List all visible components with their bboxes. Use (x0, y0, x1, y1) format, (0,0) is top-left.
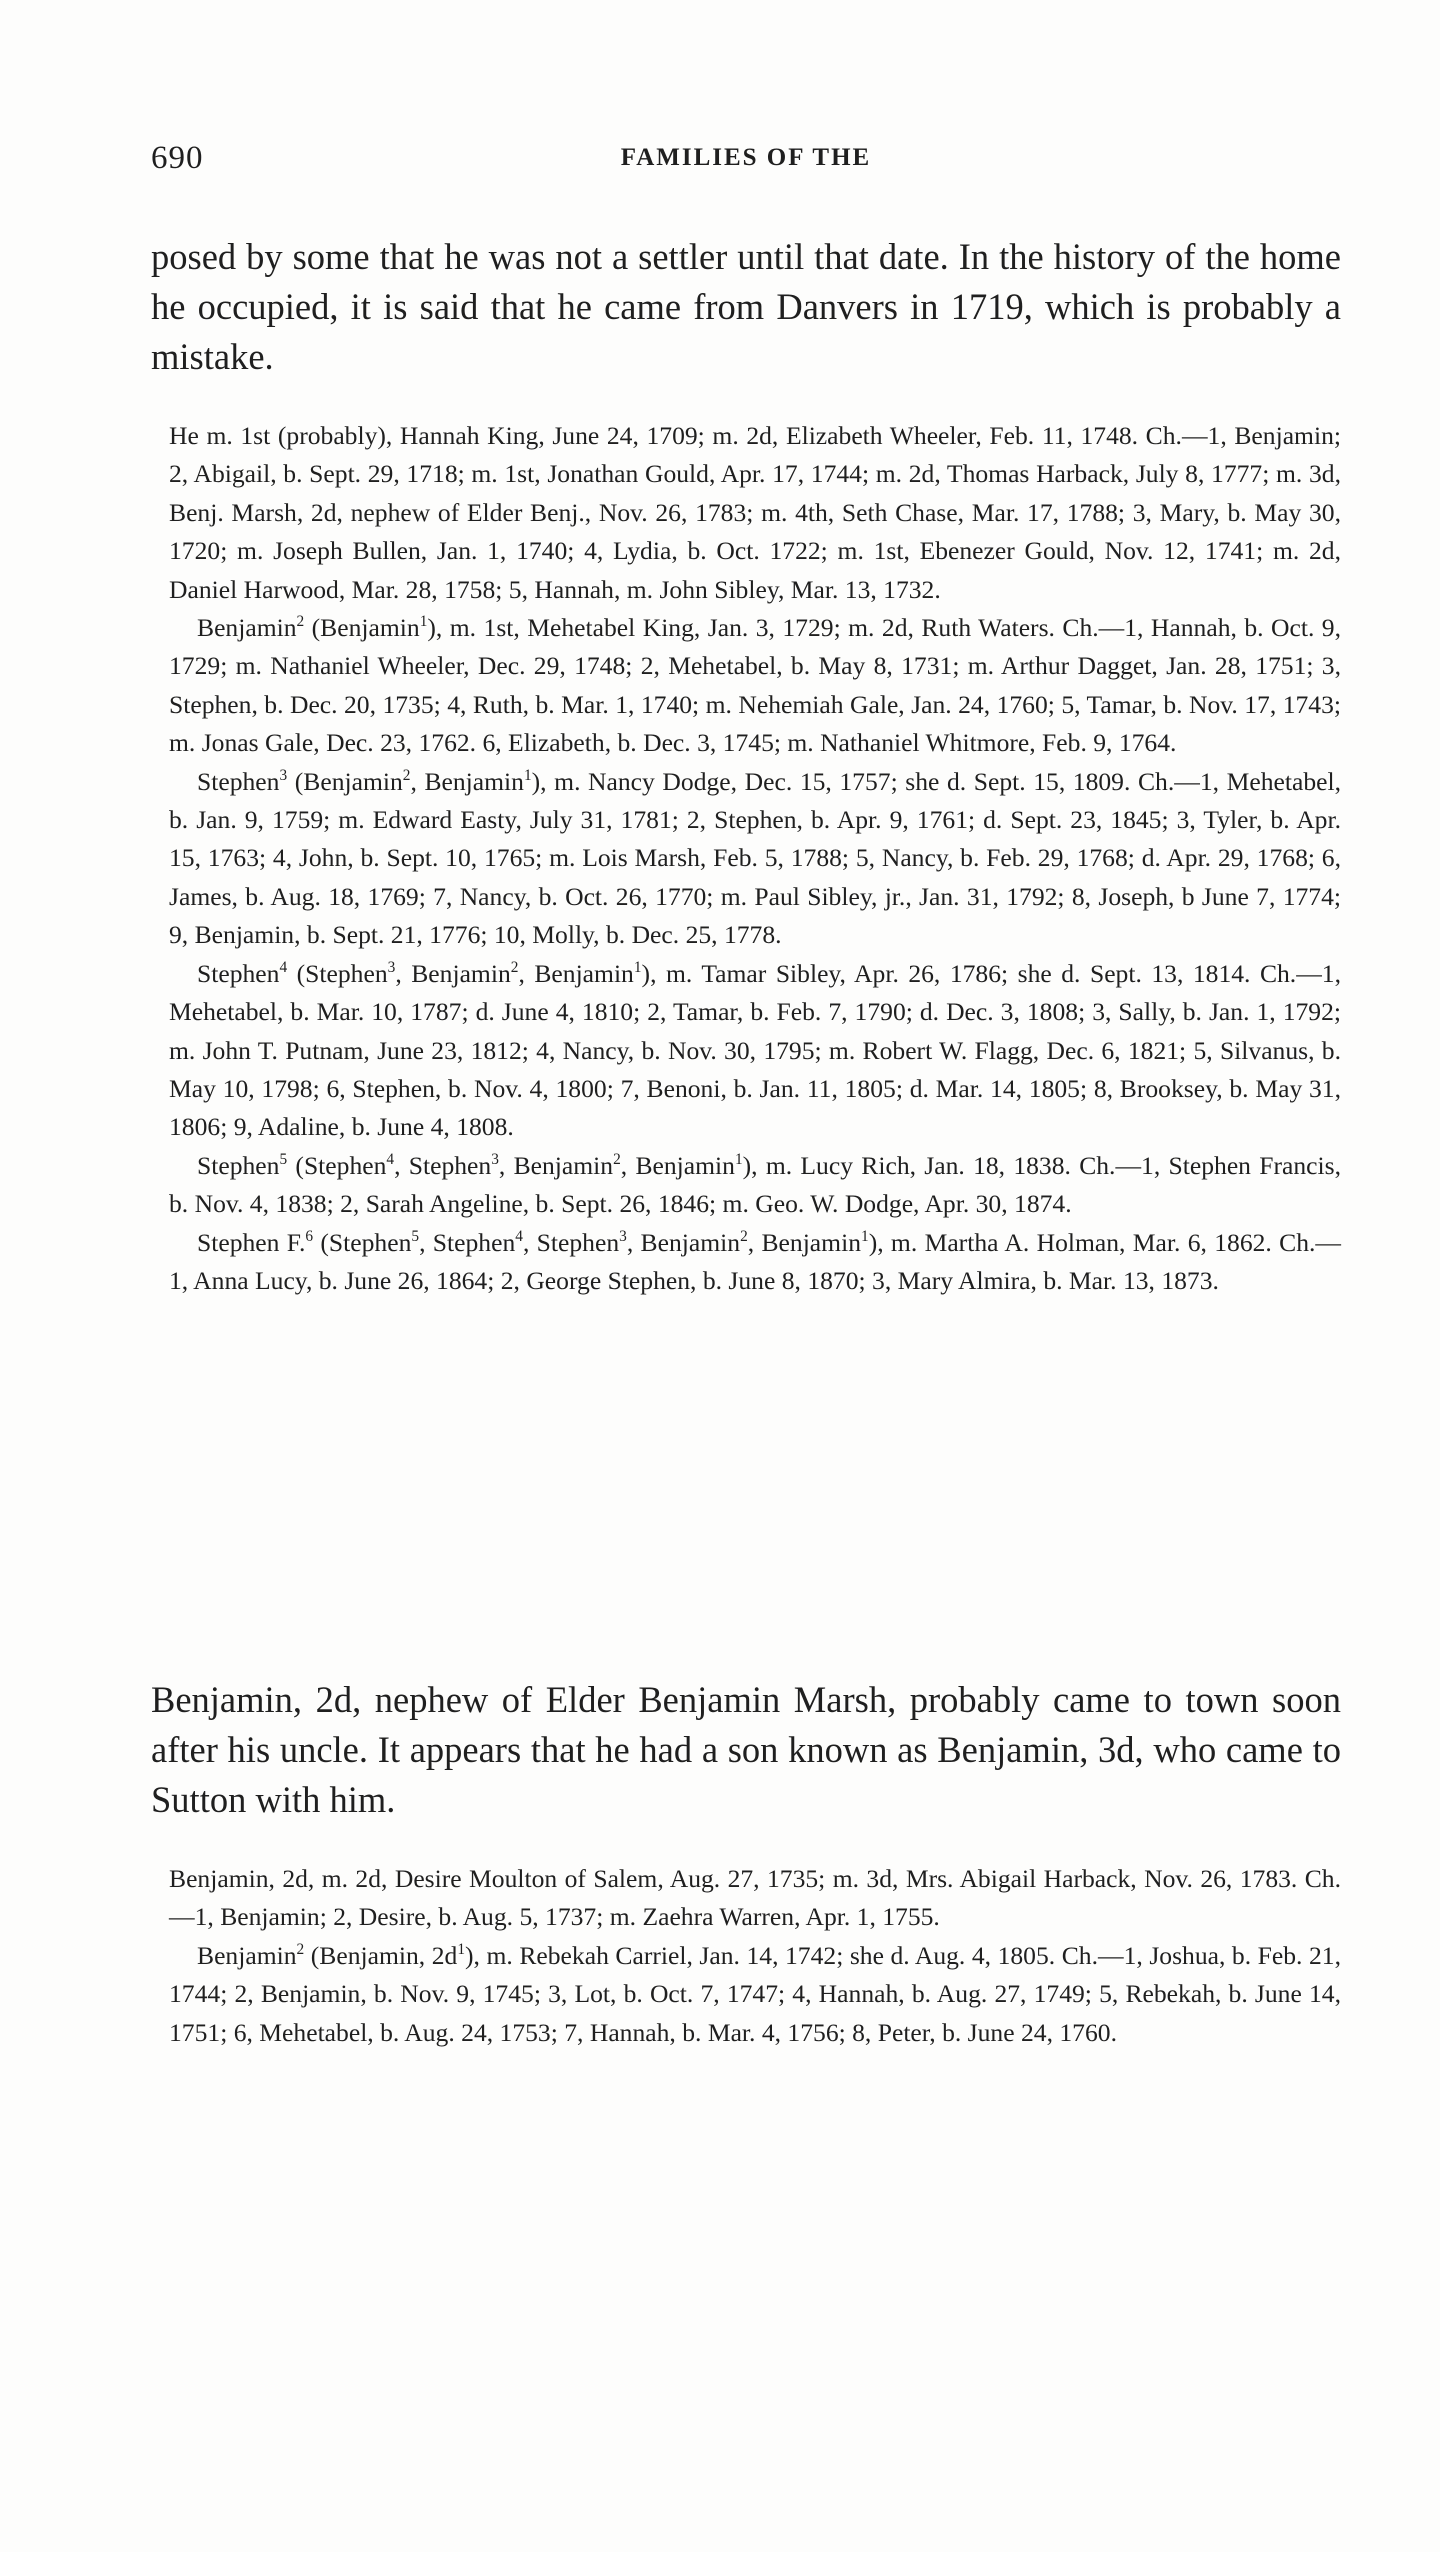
entry-text: ), m. 1st, Mehetabel King, Jan. 3, 1729; m. 2d, Ruth Waters. Ch.—1, Hannah, b. Oct. 9, 1729; m. Nathaniel Wheeler, Dec. 29, 1748; 2, Mehetabel, b. May 8, 1731; m. Arthur Dagget, Jan. 28, 1751; 3, Stephen, b. Dec. 20, 1735; 4, Ruth, b. Mar. 1, 1740; m. Nehemiah Gale, Jan. 24, 1760; 5, Tamar, b. Nov. 17, 1743; m. Jonas Gale, Dec. 23, 1762. 6, Elizabeth, b. Dec. 3, 1745; m. Nathaniel Whitmore, Feb. 9, 1764. (169, 613, 1341, 758)
generation-superscript: 4 (515, 1227, 523, 1245)
intro-paragraph: posed by some that he was not a settler until that date. In the history of the home he occupied, it is said that he came from Danvers in 1719, which is probably a mistake. (151, 236, 1341, 377)
generation-superscript: 2 (296, 613, 305, 631)
entry-text: (Stephen (287, 1150, 387, 1180)
generation-superscript: 3 (619, 1227, 627, 1245)
generation-superscript: 3 (491, 1150, 499, 1168)
generation-superscript: 5 (411, 1227, 420, 1245)
entry-text: (Stephen (287, 958, 388, 988)
entry-text: , Benjamin (395, 958, 511, 988)
entry-text: , Benjamin (518, 958, 634, 988)
entry-text: (Benjamin (287, 766, 403, 796)
generation-superscript: 3 (387, 958, 396, 976)
generation-superscript: 2 (510, 958, 519, 976)
entry-text: He m. 1st (probably), Hannah King, June 24, 1709; m. 2d, Elizabeth Wheeler, Feb. 11, 1748. Ch.—1, Benjamin; 2, Abigail, b. Sept. 29, 1718; m. 1st, Jonathan Gould, Apr. 17, 1744; m. 2d, Thomas Harback, July 8, 1777; m. 3d, Benj. Marsh, 2d, nephew of Elder Benj., Nov. 26, 1783; m. 4th, Seth Chase, Mar. 17, 1788; 3, Mary, b. May 30, 1720; m. Joseph Bullen, Jan. 1, 1740; 4, Lydia, b. Oct. 1722; m. 1st, Ebenezer Gould, Nov. 12, 1741; m. 2d, Daniel Harwood, Mar. 28, 1758; 5, Hannah, m. John Sibley, Mar. 13, 1732. (169, 421, 1341, 604)
generation-superscript: 5 (279, 1150, 288, 1168)
entry-text: ), m. Nancy Dodge, Dec. 15, 1757; she d. Sept. 15, 1809. Ch.—1, Mehetabel, b. Jan. 9, 1759; m. Edward Easty, July 31, 1781; 2, Stephen, b. Apr. 9, 1761; d. Sept. 23, 1845; 3, Tyler, b. Apr. 15, 1763; 4, John, b. Sept. 10, 1765; m. Lois Marsh, Feb. 5, 1788; 5, Nancy, b. Feb. 29, 1768; d. Apr. 29, 1768; 6, James, b. Aug. 18, 1769; 7, Nancy, b. Oct. 26, 1770; m. Paul Sibley, jr., Jan. 31, 1792; 8, Joseph, b June 7, 1774; 9, Benjamin, b. Sept. 21, 1776; 10, Molly, b. Dec. 25, 1778. (169, 766, 1342, 950)
genealogy-block-1 (169, 417, 1341, 1300)
entry-text: (Benjamin, 2d (304, 1940, 458, 1970)
genealogy-entry (169, 1860, 1341, 1937)
entry-text: , Benjamin (620, 1150, 735, 1180)
page-header (151, 140, 1341, 180)
genealogy-entry (169, 1147, 1341, 1224)
genealogy-entry (169, 417, 1341, 609)
entry-text: ), m. Tamar Sibley, Apr. 26, 1786; she d. Sept. 13, 1814. Ch.—1, Mehetabel, b. Mar. 10, 1787; d. June 4, 1810; 2, Tamar, b. Feb. 7, 1790; d. Dec. 3, 1808; 3, Sally, b. Jan. 1, 1792; m. John T. Putnam, June 23, 1812; 4, Nancy, b. Nov. 30, 1795; m. Robert W. Flagg, Dec. 6, 1821; 5, Silvanus, b. May 10, 1798; 6, Stephen, b. Nov. 4, 1800; 7, Benoni, b. Jan. 11, 1805; d. Mar. 14, 1805; 8, Brooksey, b. May 31, 1806; 9, Adaline, b. June 4, 1808. (169, 958, 1341, 1142)
entry-text: Stephen F. (197, 1227, 306, 1257)
generation-superscript: 1 (734, 1150, 743, 1168)
generation-superscript: 2 (740, 1227, 748, 1245)
generation-superscript: 2 (402, 766, 411, 784)
entry-text: (Stephen (313, 1227, 412, 1257)
entry-text: , Benjamin (626, 1227, 741, 1257)
generation-superscript: 1 (633, 958, 642, 976)
entry-text: , Benjamin (498, 1150, 614, 1180)
entry-text: , Benjamin (410, 766, 524, 796)
generation-superscript: 6 (305, 1227, 314, 1245)
generation-superscript: 2 (613, 1150, 621, 1168)
generation-superscript: 1 (419, 613, 428, 631)
entry-text: ), m. Martha A. Holman, Mar. 6, 1862. Ch.—1, Anna Lucy, b. June 26, 1864; 2, George Stephen, b. June 8, 1870; 3, Mary Almira, b. Mar. 13, 1873. (169, 1227, 1342, 1295)
entry-text: Stephen (197, 958, 280, 988)
genealogy-entry (169, 955, 1341, 1147)
entry-text: ), m. Lucy Rich, Jan. 18, 1838. Ch.—1, Stephen Francis, b. Nov. 4, 1838; 2, Sarah Angeline, b. Sept. 26, 1846; m. Geo. W. Dodge, Apr. 30, 1874. (169, 1150, 1341, 1219)
entry-text: Stephen (197, 1150, 280, 1180)
entry-text: Benjamin (197, 613, 297, 643)
genealogy-entry (169, 1937, 1341, 2052)
second-paragraph: Benjamin, 2d, nephew of Elder Benjamin Marsh, probably came to town soon after his uncle. It appears that he had a son known as Benjamin, 3d, who came to Sutton with him. (151, 1679, 1341, 1820)
generation-superscript: 1 (861, 1227, 869, 1245)
page-number: 690 (151, 140, 204, 176)
running-head: FAMILIES OF THE (620, 144, 872, 171)
entry-text: , Stephen (394, 1150, 492, 1180)
generation-superscript: 4 (279, 958, 288, 976)
entry-text: ), m. Rebekah Carriel, Jan. 14, 1742; she d. Aug. 4, 1805. Ch.—1, Joshua, b. Feb. 21, 1744; 2, Benjamin, b. Nov. 9, 1745; 3, Lot, b. Oct. 7, 1747; 4, Hannah, b. Aug. 27, 1749; 5, Rebekah, b. June 14, 1751; 6, Mehetabel, b. Aug. 24, 1753; 7, Hannah, b. Mar. 4, 1756; 8, Peter, b. June 24, 1760. (169, 1940, 1341, 2047)
genealogy-entry (169, 609, 1341, 763)
generation-superscript: 2 (296, 1940, 305, 1958)
genealogy-entry (169, 763, 1341, 955)
generation-superscript: 3 (279, 766, 288, 784)
entry-text: Benjamin (197, 1940, 297, 1970)
generation-superscript: 4 (386, 1150, 395, 1168)
entry-text: Benjamin, 2d, m. 2d, Desire Moulton of Salem, Aug. 27, 1735; m. 3d, Mrs. Abigail Harback, Nov. 26, 1783. Ch.—1, Benjamin; 2, Desire, b. Aug. 5, 1737; m. Zaehra Warren, Apr. 1, 1755. (169, 1864, 1341, 1932)
genealogy-entry (169, 1224, 1341, 1301)
entry-text: Stephen (197, 766, 280, 796)
genealogy-block-2 (169, 1860, 1341, 2052)
generation-superscript: 1 (523, 766, 532, 784)
entry-text: (Benjamin (304, 613, 420, 643)
entry-text: , Benjamin (747, 1227, 861, 1257)
entry-text: , Stephen (419, 1227, 516, 1257)
generation-superscript: 1 (457, 1940, 466, 1958)
entry-text: , Stephen (522, 1227, 620, 1257)
